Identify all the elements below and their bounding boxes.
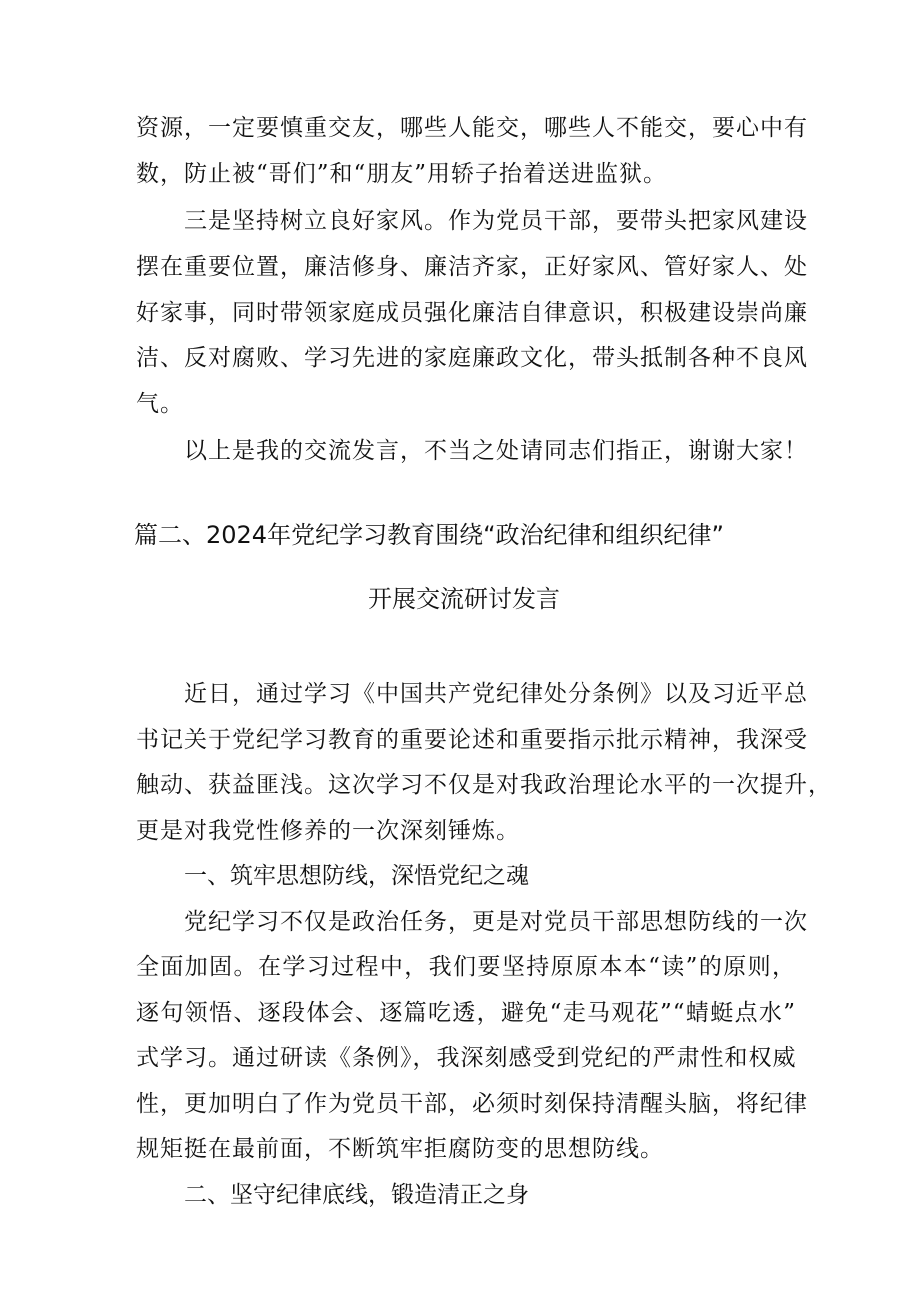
- section-heading-1: 一、筑牢思想防线，深悟党纪之魂: [184, 863, 529, 889]
- paragraph-line: 更是对我党性修养的一次深刻锤炼。: [136, 818, 520, 844]
- paragraph-line: 近日，通过学习《中国共产党纪律处分条例》以及习近平总: [184, 681, 808, 707]
- paragraph-line: 触动、获益匪浅。这次学习不仅是对我政治理论水平的一次提升，: [136, 772, 832, 798]
- paragraph-line: 式学习。通过研读《条例》，我深刻感受到党纪的严肃性和权威: [136, 1045, 797, 1071]
- paragraph-line: 洁、反对腐败、学习先进的家庭廉政文化，带头抵制各种不良风: [136, 345, 808, 371]
- section-heading-2: 二、坚守纪律底线，锻造清正之身: [184, 1182, 529, 1208]
- closing-remark: 以上是我的交流发言，不当之处请同志们指正，谢谢大家！: [184, 438, 808, 464]
- article-title-line2: 开展交流研讨发言: [368, 585, 560, 613]
- paragraph-line: 资源，一定要慎重交友，哪些人能交，哪些人不能交，要心中有: [136, 115, 808, 141]
- paragraph-line: 数，防止被“哥们”和“朋友”用轿子抬着送进监狱。: [136, 161, 668, 187]
- article-title-line1: 篇二、2024年党纪学习教育围绕“政治纪律和组织纪律”: [134, 521, 724, 549]
- paragraph-line: 逐句领悟、逐段体会、逐篇吃透，避免“走马观花”“蜻蜓点水”: [136, 1000, 796, 1026]
- paragraph-line: 规矩挺在最前面，不断筑牢拒腐防变的思想防线。: [136, 1136, 664, 1162]
- paragraph-line: 党纪学习不仅是政治任务，更是对党员干部思想防线的一次: [184, 909, 808, 935]
- paragraph-line: 书记关于党纪学习教育的重要论述和重要指示批示精神，我深受: [136, 727, 808, 753]
- paragraph-line: 好家事，同时带领家庭成员强化廉洁自律意识，积极建设崇尚廉: [136, 300, 808, 326]
- paragraph-line: 气。: [136, 391, 184, 417]
- paragraph-line: 全面加固。在学习过程中，我们要坚持原原本本“读”的原则，: [136, 954, 796, 980]
- paragraph-line: 摆在重要位置，廉洁修身、廉洁齐家，正好家风、管好家人、处: [136, 254, 808, 280]
- paragraph-line: 三是坚持树立良好家风。作为党员干部，要带头把家风建设: [184, 208, 808, 234]
- paragraph-line: 性，更加明白了作为党员干部，必须时刻保持清醒头脑，将纪律: [136, 1091, 808, 1117]
